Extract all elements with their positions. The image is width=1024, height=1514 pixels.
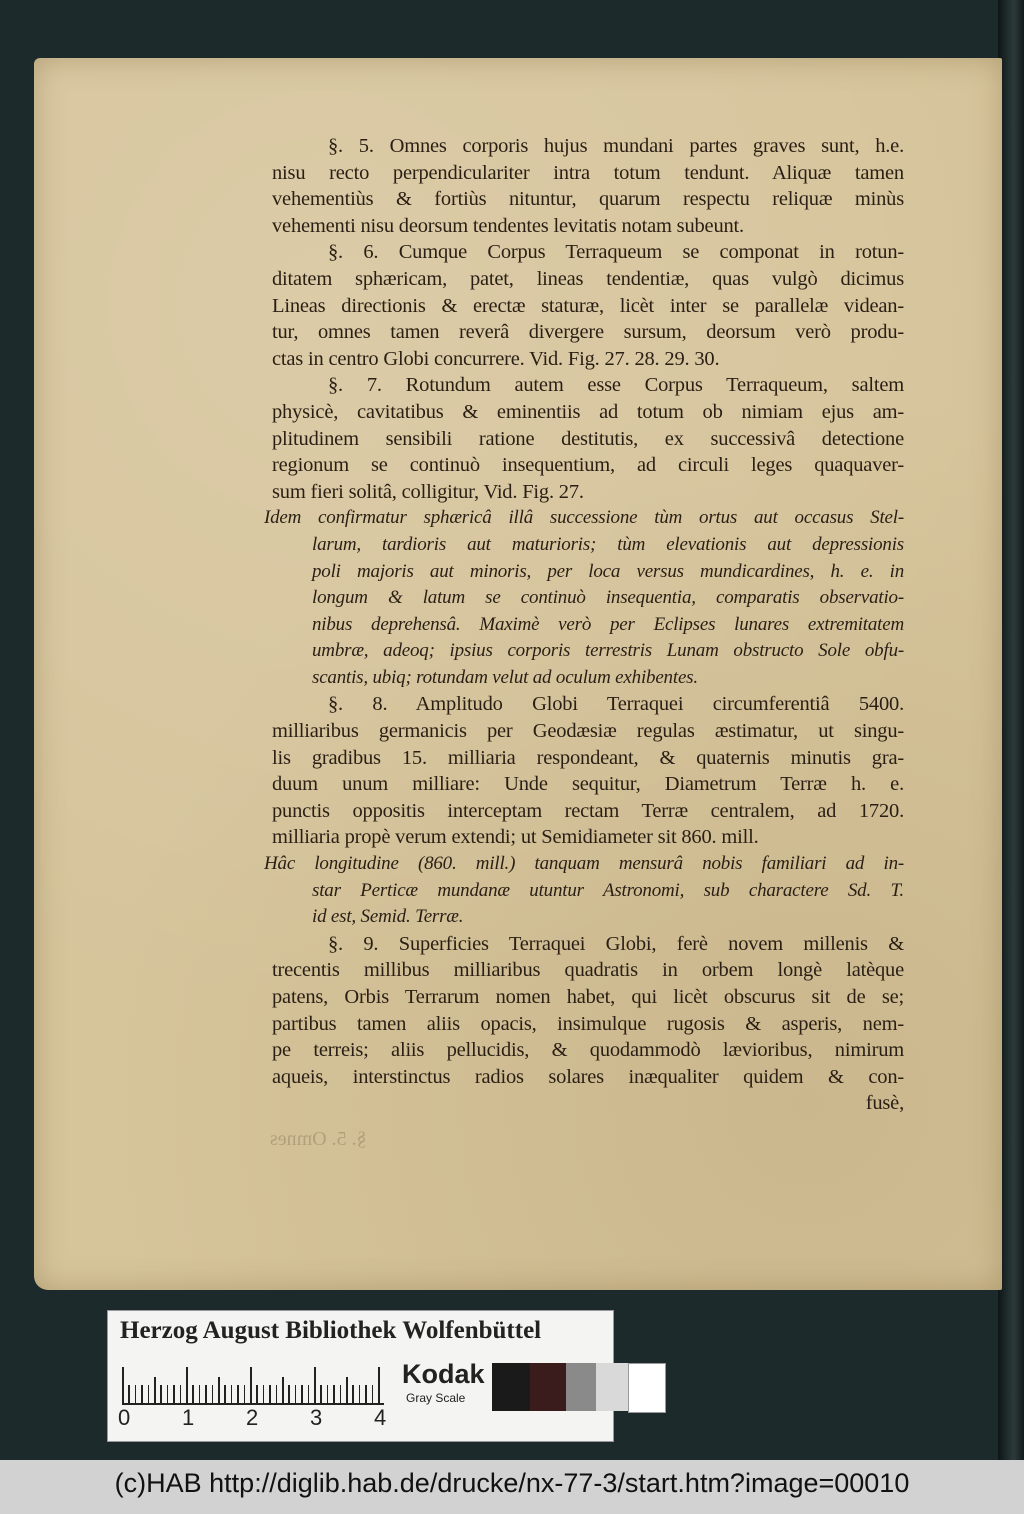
ruler-tick [276, 1385, 278, 1403]
text-line: vehementi nisu deorsum tendentes levitatis notam subeunt. [272, 214, 744, 237]
gray-swatch [596, 1363, 628, 1411]
gray-scale-label: Gray Scale [406, 1391, 466, 1405]
ruler-number: 2 [246, 1405, 259, 1430]
text-line: scantis, ubiq; rotundam velut ad oculum exhibentes. [312, 666, 698, 688]
text-line: punctis oppositis interceptam rectam Terræ centralem, ad 1720. [272, 799, 904, 822]
text-line: §. 9. Superficies Terraquei Globi, ferè novem millenis & [328, 932, 904, 955]
ruler-tick [224, 1385, 226, 1403]
ruler-tick [128, 1385, 130, 1403]
text-line: longum & latum se continuò insequentia, comparatis observatio- [312, 587, 904, 609]
ruler-tick [244, 1385, 246, 1403]
text-line: pe terreis; aliis pellucidis, & quodammodò lævioribus, nimirum [272, 1039, 904, 1062]
kodak-logo: Kodak [402, 1359, 485, 1389]
ruler-tick [320, 1385, 322, 1403]
ruler-tick [160, 1385, 162, 1403]
gray-swatch [530, 1363, 566, 1411]
ruler-tick [352, 1385, 354, 1403]
text-line: fusè, [865, 1092, 904, 1115]
ruler-tick [263, 1385, 265, 1403]
text-line: nibus deprehensâ. Maximè verò per Eclipses lunares extremitatem [312, 613, 904, 635]
ruler-tick [148, 1385, 150, 1403]
text-line: nisu recto perpendiculariter intra totum tendunt. Aliquæ tamen [272, 161, 904, 184]
ruler-tick [154, 1377, 156, 1403]
ruler-tick [250, 1367, 252, 1403]
text-line: plitudinem sensibili ratione destitutis, ex successivâ detectione [272, 427, 904, 450]
text-line: ctas in centro Globi concurrere. Vid. Fig. 27. 28. 29. 30. [272, 347, 720, 370]
text-line: tur, omnes tamen reverâ divergere sursum, deorsum verò produ- [272, 321, 904, 344]
ruler-tick [218, 1377, 220, 1403]
text-line: poli majoris aut minoris, per loca versus mundicardines, h. e. in [312, 560, 904, 582]
text-line: sum fieri solitâ, colligitur, Vid. Fig. 27. [272, 480, 584, 503]
ruler-tick [333, 1385, 335, 1403]
ruler-number: 0 [118, 1405, 131, 1430]
footer-bar [0, 1460, 1024, 1514]
ruler-tick [340, 1385, 342, 1403]
text-line: star Perticæ mundanæ utuntur Astronomi, sub charactere Sd. T. [312, 879, 904, 901]
text-line: milliaria propè verum extendi; ut Semidiameter sit 860. mill. [272, 826, 759, 849]
ruler-tick [372, 1385, 374, 1403]
ruler [122, 1363, 384, 1405]
text-line: §. 6. Cumque Corpus Terraqueum se componat in rotun- [328, 241, 904, 264]
text-line: larum, tardioris aut maturioris; tùm elevationis aut depressionis [312, 533, 904, 555]
page-text [264, 133, 904, 1117]
text-line: duum unum milliare: Unde sequitur, Diametrum Terræ h. e. [272, 773, 904, 796]
ruler-tick [199, 1385, 201, 1403]
ruler-tick [212, 1385, 214, 1403]
text-line: partibus tamen aliis opacis, insimulque rugosis & asperis, nem- [272, 1012, 904, 1035]
ruler-tick [378, 1367, 380, 1403]
ruler-number: 4 [374, 1405, 387, 1430]
bleed-through-text: §. 5. Omnes [270, 1128, 367, 1150]
ruler-tick [308, 1385, 310, 1403]
ruler-tick [205, 1385, 207, 1403]
text-line: ditatem sphæricam, patet, lineas tendentiæ, quas vulgò dicimus [272, 267, 904, 290]
ruler-number: 3 [310, 1405, 323, 1430]
ruler-tick [186, 1367, 188, 1403]
ruler-number: 1 [182, 1405, 195, 1430]
ruler-tick [346, 1377, 348, 1403]
text-line: aqueis, interstinctus radios solares inæqualiter quidem & con- [272, 1065, 904, 1088]
gray-swatch [628, 1363, 666, 1413]
text-line: id est, Semid. Terræ. [312, 906, 464, 928]
ruler-tick [269, 1385, 271, 1403]
ruler-tick [359, 1385, 361, 1403]
text-line: Lineas directionis & erectæ staturæ, licèt inter se parallelæ videan- [272, 294, 904, 317]
text-line: §. 7. Rotundum autem esse Corpus Terraqueum, saltem [328, 374, 904, 397]
text-line: regionum se continuò insequentium, ad circuli leges quaquaver- [272, 454, 904, 477]
library-title: Herzog August Bibliothek Wolfenbüttel [120, 1317, 542, 1344]
ruler-tick [314, 1367, 316, 1403]
ruler-tick [256, 1385, 258, 1403]
ruler-tick [237, 1385, 239, 1403]
text-line: patens, Orbis Terrarum nomen habet, qui licèt obscurus sit de se; [272, 986, 904, 1008]
text-line: Hâc longitudine (860. mill.) tanquam mensurâ nobis familiari ad in- [264, 853, 904, 875]
ruler-tick [288, 1385, 290, 1403]
ruler-tick [173, 1385, 175, 1403]
scale-card [107, 1310, 614, 1442]
source-url: (c)HAB http://diglib.hab.de/drucke/nx-77-3/start.htm?image=00010 [114, 1468, 910, 1498]
text-line: Idem confirmatur sphæricâ illâ successione tùm ortus aut occasus Stel- [264, 507, 904, 529]
ruler-tick [327, 1385, 329, 1403]
text-line: physicè, cavitatibus & eminentiis ad totum ob nimiam ejus am- [272, 400, 904, 423]
ruler-numbers [118, 1405, 398, 1433]
text-line: trecentis millibus milliaribus quadratis in orbem longè latèque [272, 959, 904, 982]
ruler-tick [282, 1377, 284, 1403]
text-line: §. 8. Amplitudo Globi Terraquei circumferentiâ 5400. [328, 693, 904, 716]
ruler-tick [231, 1385, 233, 1403]
ruler-tick [180, 1385, 182, 1403]
ruler-tick [301, 1385, 303, 1403]
ruler-tick [122, 1367, 124, 1403]
text-line: vehementiùs & fortiùs nituntur, quarum respectu reliquæ minùs [272, 188, 904, 211]
ruler-tick [135, 1385, 137, 1403]
text-line: lis gradibus 15. milliaria respondeant, & quaternis minutis gra- [272, 746, 904, 769]
ruler-tick [192, 1385, 194, 1403]
gray-swatch [566, 1363, 596, 1411]
gray-swatch [492, 1363, 530, 1411]
ruler-tick [167, 1385, 169, 1403]
text-line: milliaribus germanicis per Geodæsiæ regulas æstimatur, ut singu- [272, 720, 904, 743]
ruler-tick [141, 1385, 143, 1403]
ruler-tick [295, 1385, 297, 1403]
ruler-tick [365, 1385, 367, 1403]
text-line: §. 5. Omnes corporis hujus mundani partes graves sunt, h.e. [328, 135, 904, 157]
text-line: umbræ, adeoq; ipsius corporis terrestris Lunam obstructo Sole obfu- [312, 640, 904, 662]
